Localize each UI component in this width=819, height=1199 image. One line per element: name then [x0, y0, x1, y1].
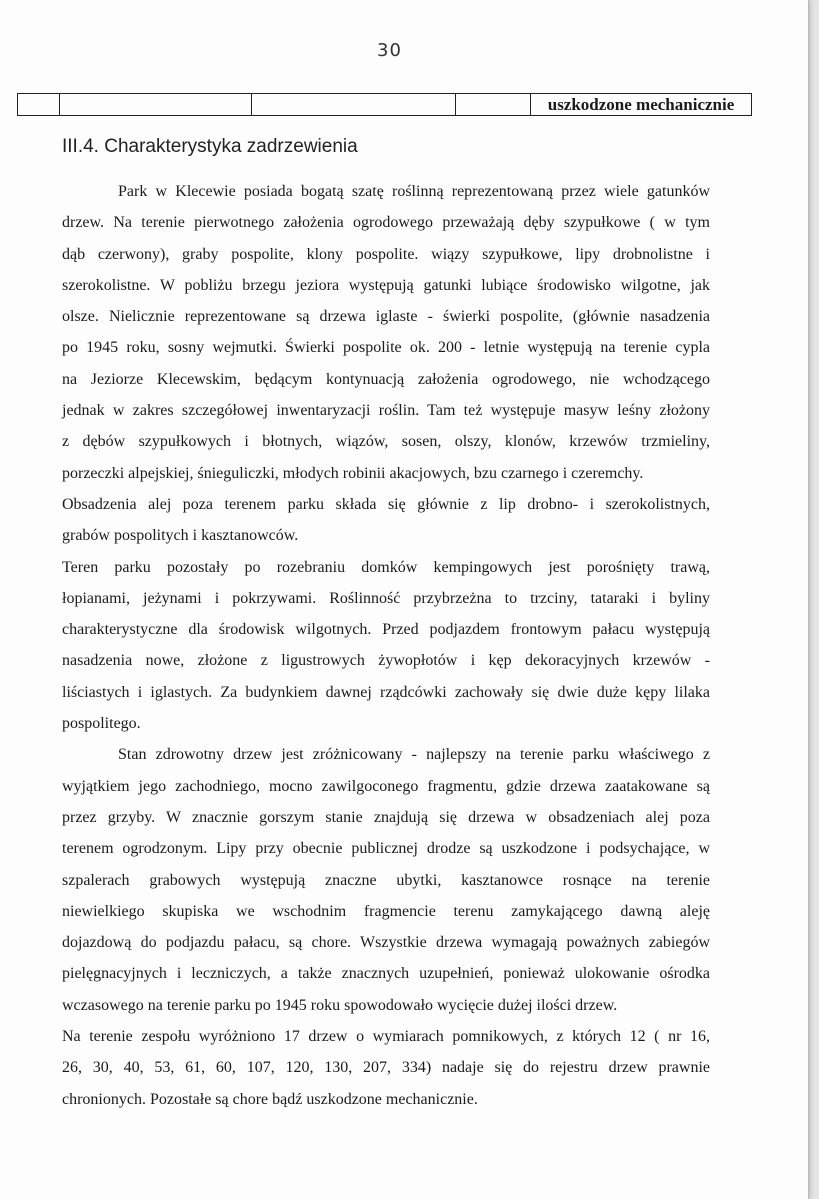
text-line: charakterystyczne dla środowisk wilgotnych. Przed podjazdem frontowym pałacu występują [62, 621, 710, 639]
text-line: Obsadzenia alej poza terenem parku składa się głównie z lip drobno- i szerokolistnych, [62, 495, 710, 513]
text-line: porzeczki alpejskiej, śnieguliczki, młodych robinii akacjowych, bzu czarnego i czeremchy. [62, 464, 644, 482]
table-cell-damage: uszkodzone mechanicznie [531, 94, 752, 116]
table-cell [456, 94, 531, 116]
text-line: terenem ogrodzonym. Lipy przy obecnie publicznej drodze są uszkodzone i podsychające, w [62, 840, 710, 858]
text-line: wczasowego na terenie parku po 1945 roku spowodowało wycięcie dużej ilości drzew. [62, 996, 618, 1014]
page-number: 30 [377, 40, 402, 61]
text-line: jednak w zakres szczegółowej inwentaryzacji roślin. Tam też występuje masyw leśny złożony [62, 402, 710, 420]
text-line: chronionych. Pozostałe są chore bądź uszkodzone mechanicznie. [62, 1090, 478, 1108]
table-fragment [17, 93, 752, 116]
text-line: łopianami, jeżynami i pokrzywami. Roślinność przybrzeżna to trzciny, tataraki i byliny [62, 589, 710, 607]
text-line: liściastych i iglastych. Za budynkiem dawnej rządcówki zachowały się dwie duże kępy lilaka [62, 683, 710, 701]
table-cell [60, 94, 252, 116]
body-text [62, 176, 710, 1115]
text-line: szpalerach grabowych występują znaczne ubytki, kasztanowce rosnące na terenie [62, 871, 710, 889]
text-line: po 1945 roku, sosny wejmutki. Świerki pospolite ok. 200 - letnie występują na terenie cypla [62, 339, 710, 357]
text-line: grabów pospolitych i kasztanowców. [62, 527, 299, 545]
text-line: niewielkiego skupiska we wschodnim fragmencie terenu zamykającego dawną aleję [62, 902, 710, 920]
text-line: szerokolistne. W pobliżu brzegu jeziora występują gatunki lubiące środowisko wilgotne, jak [62, 276, 710, 294]
text-line: Na terenie zespołu wyróżniono 17 drzew o wymiarach pomnikowych, z których 12 ( nr 16, [62, 1028, 710, 1046]
text-line: pospolitego. [62, 715, 141, 733]
text-line: 26, 30, 40, 53, 61, 60, 107, 120, 130, 207, 334) nadaje się do rejestru drzew prawnie [62, 1059, 710, 1077]
text-line: olsze. Nielicznie reprezentowane są drzewa iglaste - świerki pospolite, (głównie nasadzenia [62, 308, 710, 326]
text-line: dąb czerwony), graby pospolite, klony pospolite. wiązy szypułkowe, lipy drobnolistne i [62, 245, 710, 263]
text-line: na Jeziorze Klecewskim, będącym kontynuacją założenia ogrodowego, nie wchodzącego [62, 370, 710, 388]
table-cell [18, 94, 60, 116]
text-line: Teren parku pozostały po rozebraniu domków kempingowych jest porośnięty trawą, [62, 558, 710, 576]
text-line: drzew. Na terenie pierwotnego założenia ogrodowego przeważają dęby szypułkowe ( w tym [62, 214, 710, 232]
text-line: z dębów szypułkowych i błotnych, wiązów, sosen, olszy, klonów, krzewów trzmieliny, [62, 433, 710, 451]
text-line: pielęgnacyjnych i leczniczych, a także znacznych uzupełnień, ponieważ ulokowanie ośrodka [62, 965, 710, 983]
text-line: przez grzyby. W znacznie gorszym stanie znajdują się drzewa w obsadzeniach alej poza [62, 808, 710, 826]
section-heading: III.4. Charakterystyka zadrzewienia [62, 136, 358, 157]
text-line: Stan zdrowotny drzew jest zróżnicowany - najlepszy na terenie parku właściwego z [118, 746, 710, 764]
text-line: dojazdową do podjazdu pałacu, są chore. Wszystkie drzewa wymagają poważnych zabiegów [62, 934, 710, 952]
text-line: nasadzenia nowe, złożone z ligustrowych żywopłotów i kęp dekoracyjnych krzewów - [62, 652, 710, 670]
table-row [18, 94, 752, 116]
table-cell [252, 94, 456, 116]
text-line: Park w Klecewie posiada bogatą szatę roślinną reprezentowaną przez wiele gatunków [118, 183, 710, 200]
text-line: wyjątkiem jego zachodniego, mocno zawilgoconego fragmentu, gdzie drzewa zaatakowane są [62, 777, 710, 795]
